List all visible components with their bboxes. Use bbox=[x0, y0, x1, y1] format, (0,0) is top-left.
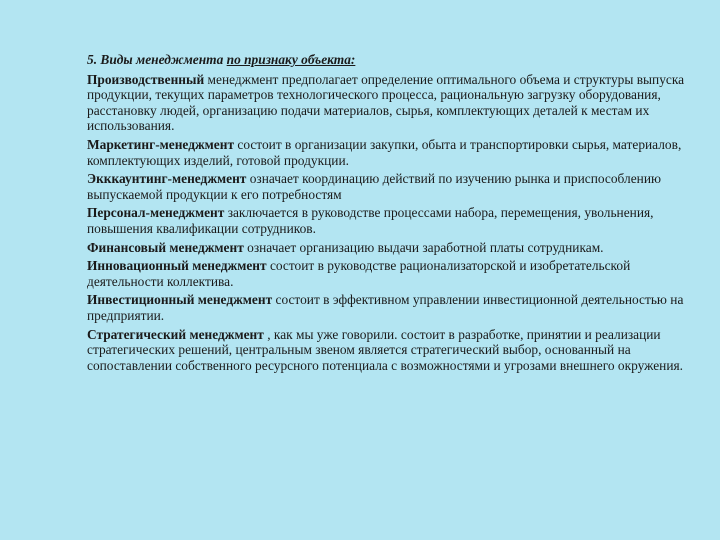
term-accounting: Экккаунтинг-менеджмент bbox=[87, 171, 247, 187]
paragraph-innovation bbox=[87, 258, 687, 289]
paragraph-investment bbox=[87, 292, 687, 323]
term-strategic: Стратегический менеджмент bbox=[87, 326, 264, 342]
paragraph-marketing bbox=[87, 137, 687, 168]
text-investment: состоит в эффективном управлении инвестиционной деятельностью на предприятии. bbox=[87, 292, 684, 323]
text-personnel: заключается в руководстве процессами набора, перемещения, увольнения, повышения квалификации сотрудников. bbox=[87, 205, 654, 236]
term-investment: Инвестиционный менеджмент bbox=[87, 292, 273, 308]
paragraph-accounting bbox=[87, 171, 687, 202]
heading-underlined: по признаку объекта: bbox=[226, 52, 356, 67]
term-financial: Финансовый менеджмент bbox=[87, 239, 244, 255]
text-accounting: означает координацию действий по изучению рынка и приспособлению выпускаемой продукции к его потребностям bbox=[87, 171, 661, 202]
text-strategic: , как мы уже говорили. состоит в разработке, принятии и реализации стратегических решений, центральным звеном является стратегический выбор, основанный на сопоставлении собственного ресурсного потенциала с возможностями и угрозами внешнего окружения. bbox=[87, 326, 683, 373]
section-heading bbox=[87, 52, 687, 68]
text-production: менеджмент предполагает определение оптимального объема и структуры выпуска продукции, текущих параметров технологического процесса, рациональную загрузку оборудования, расстановку людей, организацию подачи материалов, сырья, комплектующих деталей к местам их использования. bbox=[87, 71, 685, 134]
slide-body bbox=[87, 52, 687, 376]
text-financial: означает организацию выдачи заработной платы сотрудникам. bbox=[243, 239, 604, 255]
paragraph-personnel bbox=[87, 205, 687, 236]
term-marketing: Маркетинг-менеджмент bbox=[87, 136, 235, 152]
text-marketing: состоит в организации закупки, обыта и транспортировки сырья, материалов, комплектующих изделий, готовой продукции. bbox=[87, 136, 682, 168]
term-production: Производственный bbox=[87, 71, 205, 87]
paragraph-financial bbox=[87, 240, 687, 256]
paragraph-strategic bbox=[87, 327, 687, 374]
heading-prefix: 5. Виды менеджмента bbox=[87, 52, 227, 67]
text-innovation: состоит в руководстве рационализаторской и изобретательской деятельности коллектива. bbox=[87, 258, 631, 289]
term-personnel: Персонал-менеджмент bbox=[87, 205, 225, 221]
term-innovation: Инновационный менеджмент bbox=[87, 258, 267, 274]
paragraph-production bbox=[87, 72, 687, 134]
